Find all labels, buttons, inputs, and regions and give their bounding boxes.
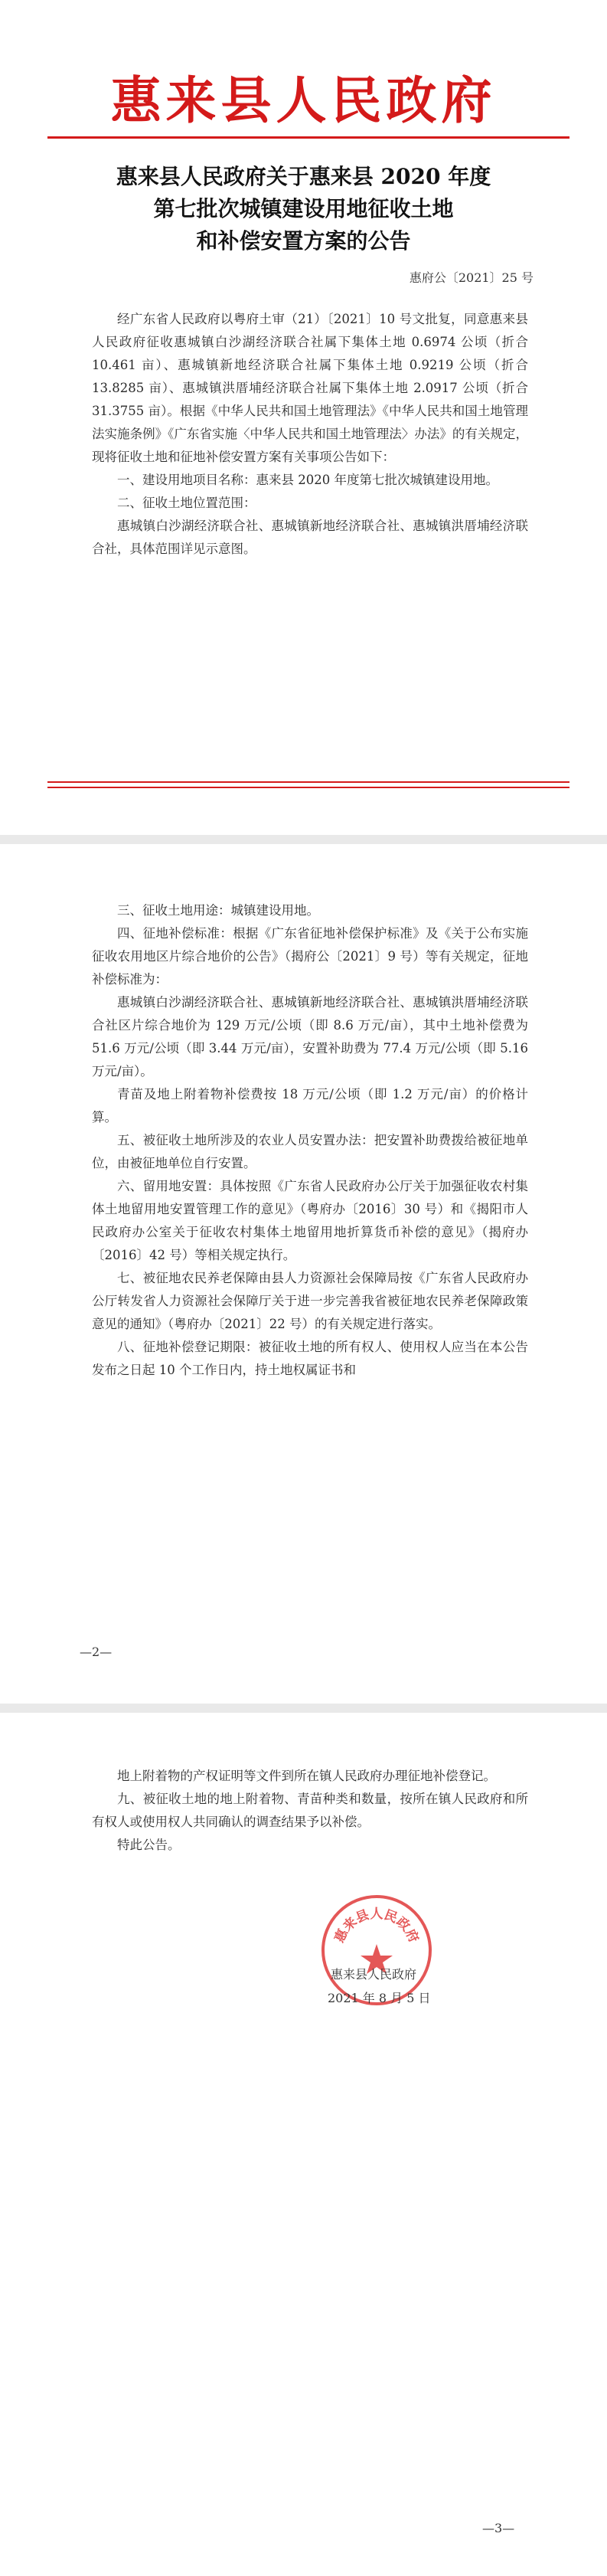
paragraph: 一、建设用地项目名称：惠来县 2020 年度第七批次城镇建设用地。 [117,473,498,487]
svg-text:惠来县人民政府 [331,1907,423,1945]
paragraph: 五、被征收土地所涉及的农业人员安置办法：把安置补助费拨给被征地单位，由被征地单位自行安置。 [92,1133,528,1170]
page-1 [0,0,607,835]
paragraph: 六、留用地安置：具体按照《广东省人民政府办公厅关于加强征收农村集体土地留用地安置管理工作的意见》（粤府办〔2016〕30 号）和《揭阳市人民政府办公室关于征收农村集体土地留用地折算货币补偿的意见》（揭府办〔2016〕42 号）等相关规定执行。 [92,1179,528,1262]
page-number: —3— [482,2521,515,2535]
paragraph: 特此公告。 [117,1838,181,1852]
signature-date: 2021 年 8 月 5 日 [328,1991,431,2005]
seal-text: 惠来县人民政府 [331,1907,422,1946]
signature-organization: 惠来县人民政府 [331,1967,417,1982]
title-line-3: 和补偿安置方案的公告 [196,228,411,254]
notice-title [0,161,607,257]
paragraph: 惠城镇白沙湖经济联合社、惠城镇新地经济联合社、惠城镇洪厝埔经济联合社，具体范围详见示意图。 [92,519,528,556]
page-3 [0,1713,607,2576]
footer-red-line [47,781,569,783]
page-number: —2— [80,1645,113,1659]
paragraph: 青苗及地上附着物补偿费按 18 万元/公顷（即 1.2 万元/亩）的价格计算。 [92,1087,528,1124]
page-1-body [92,308,528,561]
page-2 [0,844,607,1704]
paragraph: 经广东省人民政府以粤府土审（21）〔2021〕10 号文批复，同意惠来县人民政府征收惠城镇白沙湖经济联合社属下集体土地 0.6974 公顷（折合 10.461 亩）、惠城镇新地经济联合社属下集体土地 0.9219 公顷（折合 13.8285 亩）、惠城镇洪厝埔经济联合社属下集体土地 2.0917 公顷（折合 31.3755 亩）。根据《中华人民共和国土地管理法》《中华人民共和国土地管理法实施条例》《广东省实施〈中华人民共和国土地管理法〉办法》的有关规定，现将征收土地和征地补偿安置方案有关事项公告如下： [92,312,528,464]
paragraph: 四、征地补偿标准：根据《广东省征地补偿保护标准》及《关于公布实施征收农用地区片综合地价的公告》（揭府公〔2021〕9 号）等有关规定，征地补偿标准为： [92,926,528,987]
document-number: 惠府公〔2021〕25 号 [409,270,534,285]
masthead: 惠来县人民政府 [110,70,497,130]
paragraph: 地上附着物的产权证明等文件到所在镇人民政府办理征地补偿登记。 [117,1769,496,1783]
page-3-body [92,1765,528,1857]
paragraph: 二、征收土地位置范围： [117,496,256,510]
title-line-2: 第七批次城镇建设用地征收土地 [153,196,454,221]
paragraph: 惠城镇白沙湖经济联合社、惠城镇新地经济联合社、惠城镇洪厝埔经济联合社区片综合地价为 129 万元/公顷（即 8.6 万元/亩），其中土地补偿费为 51.6 万元/公顷（即 3.44 万元/亩），安置补助费为 77.4 万元/公顷（即 5.16 万元/亩）。 [92,995,528,1079]
footer-red-line-2 [47,787,569,788]
masthead-red-line [47,136,569,139]
paragraph: 九、被征收土地的地上附着物、青苗种类和数量，按所在镇人民政府和所有权人或使用权人共同确认的调查结果予以补偿。 [92,1792,528,1829]
title-line-1: 惠来县人民政府关于惠来县 2020 年度 [116,164,491,189]
paragraph: 八、征地补偿登记期限：被征收土地的所有权人、使用权人应当在本公告发布之日起 10 个工作日内，持土地权属证书和 [92,1340,528,1377]
paragraph: 七、被征地农民养老保障由县人力资源社会保障局按《广东省人民政府办公厅转发省人力资源社会保障厅关于进一步完善我省被征地农民养老保障政策意见的通知》（粤府办〔2021〕22 号）的有关规定进行落实。 [92,1271,528,1331]
page-2-body [92,899,528,1382]
paragraph: 三、征收土地用途：城镇建设用地。 [117,903,319,918]
